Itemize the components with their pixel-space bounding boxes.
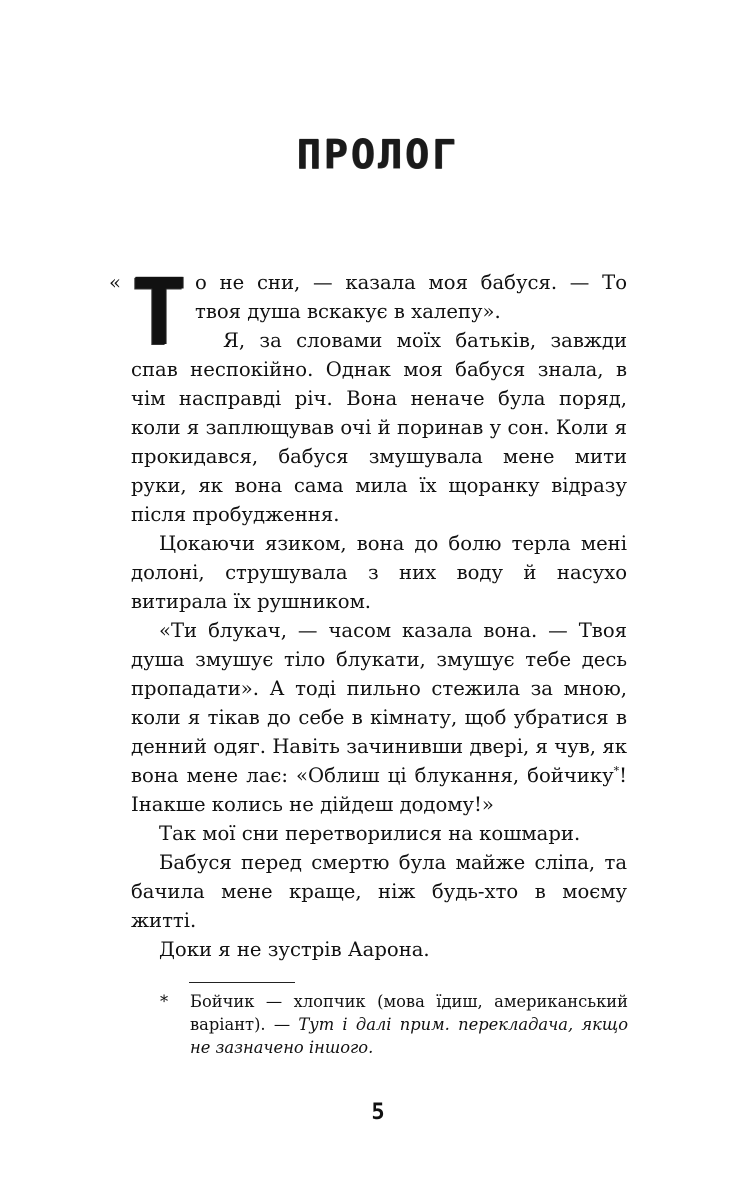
paragraph-4-text: «Ти блукач, — часом казала вона. — Твоя душа змушує тіло блукати, змушує тебе десь пропадати». А тоді пильно стежила за мною, коли я тікав до себе в кімнату, щоб убратися в денний одяг. Навіть зачинивши двері, я чув, як вона мене лає: «Облиш ці блукання, бойчику: [131, 619, 627, 787]
drop-cap: Т: [131, 259, 187, 366]
paragraph-1: [131, 259, 627, 366]
paragraph-3: Цокаючи язиком, вона до болю терла мені долоні, струшувала з них воду й насухо витирала їх рушником.: [131, 532, 627, 613]
footnote-mark: *: [160, 992, 169, 1011]
paragraph-2: Я, за словами моїх батьків, завжди спав неспокійно. Однак моя бабуся знала, в чім насправді річ. Вона неначе була поряд, коли я заплющував очі й поринав у сон. Коли я прокидався, бабуся змушувала мене мити руки, як вона сама мила їх щоранку відразу після пробудження.: [131, 329, 627, 526]
footnote-reference: *: [613, 764, 620, 778]
footnote-plain: Бойчик — хлопчик (мова їдиш, американський варіант). —: [190, 992, 628, 1034]
footnote-italic: Тут і далі прим. перекладача, якщо не зазначено іншого.: [190, 1015, 628, 1057]
footnote-text: [190, 990, 628, 1059]
chapter-title: ПРОЛОГ: [296, 132, 460, 178]
paragraph-4-tail: ! Інакше колись не дійдеш додому!»: [131, 764, 627, 816]
opening-quote-mark: «: [109, 271, 121, 294]
opening-paragraph-wrap: [109, 259, 627, 366]
paragraph-1-text: о не сни, — казала моя бабуся. — То твоя душа вскакує в халепу».: [195, 271, 627, 323]
paragraph-6: Бабуся перед смертю була майже сліпа, та бачила мене краще, ніж будь-хто в моєму житті.: [131, 851, 627, 932]
footnote: [160, 990, 628, 1059]
paragraph-4: [131, 616, 627, 819]
paragraph-7: Доки я не зустрів Аарона.: [159, 938, 430, 961]
footnote-divider: [189, 982, 295, 983]
page-number: 5: [371, 1100, 385, 1125]
chapter-body: [109, 259, 627, 964]
paragraph-5: Так мої сни перетворилися на кошмари.: [159, 822, 581, 845]
